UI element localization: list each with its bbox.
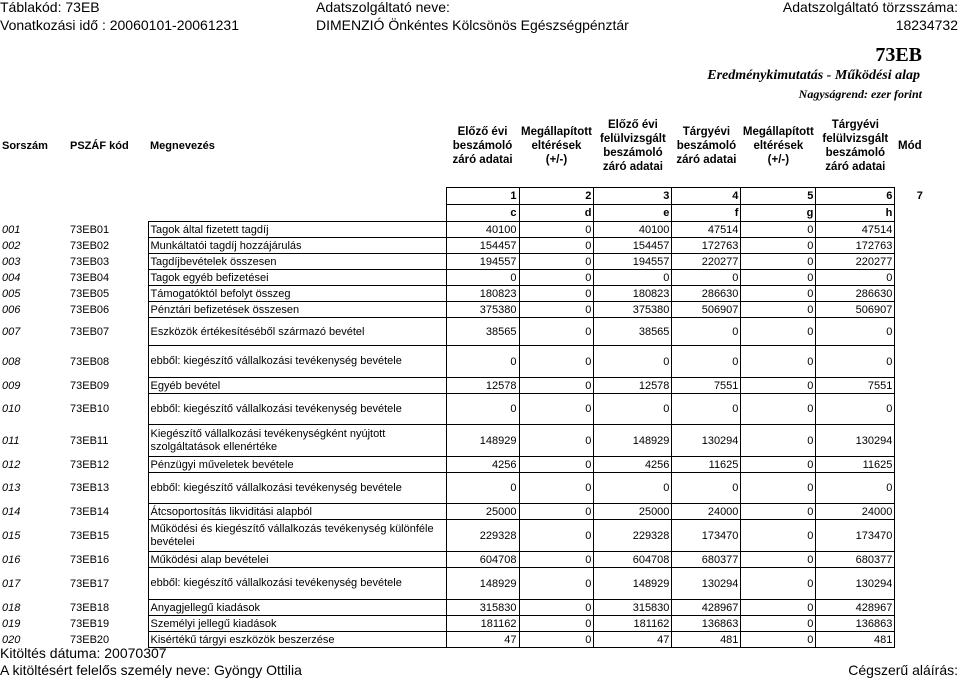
row-value-2: 0 xyxy=(519,254,594,270)
row-value-2: 0 xyxy=(519,552,594,568)
row-pszaf-code: 73EB01 xyxy=(70,223,110,236)
row-value-3: 375380 xyxy=(594,302,672,318)
row-value-2: 0 xyxy=(519,318,594,346)
row-value-1: 229328 xyxy=(446,520,519,552)
row-value-1: 47 xyxy=(446,632,519,648)
col-megnevezes: Megnevezés xyxy=(150,139,215,152)
row-value-3: 148929 xyxy=(594,425,672,457)
row-value-5: 0 xyxy=(741,600,816,616)
row-sorszam: 010 xyxy=(2,403,21,415)
row-value-5: 0 xyxy=(741,473,816,504)
row-value-3: 148929 xyxy=(594,568,672,600)
row-value-6: 7551 xyxy=(816,378,895,394)
row-value-2: 0 xyxy=(519,632,594,648)
row-value-4: 7551 xyxy=(672,378,741,394)
row-sorszam: 018 xyxy=(2,601,21,614)
idx-4: 4 xyxy=(672,188,741,205)
row-value-4: 136863 xyxy=(672,616,741,632)
row-name: ebből: kiegészítő vállalkozási tevékenység bevétele xyxy=(148,394,446,425)
row-value-6: 130294 xyxy=(816,568,895,600)
row-mod xyxy=(895,473,925,504)
row-value-1: 12578 xyxy=(446,378,519,394)
row-value-5: 0 xyxy=(741,520,816,552)
row-value-6: 47514 xyxy=(816,222,895,238)
row-value-4: 428967 xyxy=(672,600,741,616)
idx-2: 2 xyxy=(519,188,594,205)
idx-g: g xyxy=(741,205,816,222)
row-sorszam: 009 xyxy=(2,379,21,392)
row-sorszam: 011 xyxy=(2,434,20,447)
row-value-5: 0 xyxy=(741,504,816,520)
row-sorszam: 013 xyxy=(2,482,21,494)
row-name: Tagok egyéb befizetései xyxy=(148,270,446,286)
table-row xyxy=(0,600,925,616)
table-row xyxy=(0,568,925,600)
row-value-6: 24000 xyxy=(816,504,895,520)
idx-f: f xyxy=(672,205,741,222)
row-pszaf-code: 73EB10 xyxy=(70,403,110,415)
row-pszaf-code: 73EB15 xyxy=(70,529,110,542)
row-pszaf-code: 73EB07 xyxy=(70,325,110,338)
row-mod xyxy=(895,632,925,648)
row-name: Működési és kiegészítő vállalkozás tevékenység különféle bevételei xyxy=(148,520,446,552)
row-value-4: 506907 xyxy=(672,302,741,318)
table-row xyxy=(0,286,925,302)
row-mod xyxy=(895,568,925,600)
table-row xyxy=(0,504,925,520)
row-value-4: 0 xyxy=(672,346,741,378)
row-mod xyxy=(895,504,925,520)
table-row xyxy=(0,222,925,238)
row-pszaf-code: 73EB06 xyxy=(70,303,110,316)
idx-6: 6 xyxy=(816,188,895,205)
responsible-person: A kitöltésért felelős személy neve: Gyöngy Ottilia xyxy=(0,662,302,678)
row-value-5: 0 xyxy=(741,254,816,270)
row-value-4: 286630 xyxy=(672,286,741,302)
row-value-2: 0 xyxy=(519,568,594,600)
row-value-4: 130294 xyxy=(672,425,741,457)
row-sorszam: 017 xyxy=(2,577,21,590)
table-row xyxy=(0,394,925,425)
row-name: Eszközök értékesítéséből származó bevétel xyxy=(148,318,446,346)
row-value-1: 4256 xyxy=(446,457,519,473)
col-pszaf: PSZÁF kód xyxy=(70,139,129,152)
provider-name-label: Adatszolgáltató neve: xyxy=(316,0,450,15)
row-value-3: 0 xyxy=(594,346,672,378)
row-value-3: 180823 xyxy=(594,286,672,302)
row-value-5: 0 xyxy=(741,270,816,286)
row-mod xyxy=(895,520,925,552)
col-4: Tárgyévi beszámoló záró adatai xyxy=(676,125,737,166)
row-value-4: 172763 xyxy=(672,238,741,254)
row-value-1: 375380 xyxy=(446,302,519,318)
row-mod xyxy=(895,254,925,270)
row-value-2: 0 xyxy=(519,504,594,520)
row-mod xyxy=(895,378,925,394)
row-value-4: 0 xyxy=(672,473,741,504)
row-value-1: 180823 xyxy=(446,286,519,302)
row-value-6: 220277 xyxy=(816,254,895,270)
row-name: Egyéb bevétel xyxy=(148,378,446,394)
row-name: Kiegészítő vállalkozási tevékenységként nyújtott szolgáltatások ellenértéke xyxy=(148,425,446,457)
row-value-5: 0 xyxy=(741,222,816,238)
row-mod xyxy=(895,270,925,286)
row-value-2: 0 xyxy=(519,346,594,378)
idx-3: 3 xyxy=(594,188,672,205)
row-value-1: 194557 xyxy=(446,254,519,270)
row-pszaf-code: 73EB13 xyxy=(70,482,110,494)
report-code: 73EB xyxy=(875,44,922,66)
row-mod xyxy=(895,346,925,378)
table-row xyxy=(0,425,925,457)
row-value-6: 428967 xyxy=(816,600,895,616)
row-name: Anyagjellegű kiadások xyxy=(148,600,446,616)
row-value-4: 220277 xyxy=(672,254,741,270)
row-sorszam: 015 xyxy=(2,529,21,542)
row-pszaf-code: 73EB16 xyxy=(70,553,110,566)
row-pszaf-code: 73EB09 xyxy=(70,379,110,392)
fill-date: Kitöltés dátuma: 20070307 xyxy=(0,645,167,661)
row-value-2: 0 xyxy=(519,270,594,286)
table-row xyxy=(0,238,925,254)
row-pszaf-code: 73EB19 xyxy=(70,617,110,630)
row-sorszam: 014 xyxy=(2,505,21,518)
table-row xyxy=(0,552,925,568)
row-value-1: 0 xyxy=(446,473,519,504)
row-pszaf-code: 73EB08 xyxy=(70,355,110,368)
row-pszaf-code: 73EB17 xyxy=(70,577,110,590)
row-value-6: 173470 xyxy=(816,520,895,552)
row-value-6: 506907 xyxy=(816,302,895,318)
row-value-3: 315830 xyxy=(594,600,672,616)
provider-id: 18234732 xyxy=(895,17,958,33)
row-value-6: 136863 xyxy=(816,616,895,632)
col-5: Megállapított eltérések (+/-) xyxy=(742,125,814,166)
row-value-1: 0 xyxy=(446,270,519,286)
row-value-2: 0 xyxy=(519,378,594,394)
row-value-2: 0 xyxy=(519,238,594,254)
idx-e: e xyxy=(594,205,672,222)
idx-h: h xyxy=(816,205,895,222)
row-name: Átcsoportosítás likviditási alapból xyxy=(148,504,446,520)
row-value-5: 0 xyxy=(741,425,816,457)
table-row xyxy=(0,254,925,270)
provider-name: DIMENZIÓ Önkéntes Kölcsönös Egészségpénztár xyxy=(316,17,629,33)
table-row xyxy=(0,520,925,552)
row-mod xyxy=(895,302,925,318)
row-value-6: 0 xyxy=(816,346,895,378)
row-value-2: 0 xyxy=(519,394,594,425)
row-value-1: 148929 xyxy=(446,568,519,600)
row-value-6: 0 xyxy=(816,318,895,346)
row-value-1: 181162 xyxy=(446,616,519,632)
row-value-3: 47 xyxy=(594,632,672,648)
row-value-4: 0 xyxy=(672,318,741,346)
index-number-row xyxy=(0,188,925,205)
row-name: Pénzügyi műveletek bevétele xyxy=(148,457,446,473)
row-value-2: 0 xyxy=(519,520,594,552)
table-row xyxy=(0,457,925,473)
row-sorszam: 002 xyxy=(2,239,21,252)
row-value-5: 0 xyxy=(741,457,816,473)
row-value-3: 12578 xyxy=(594,378,672,394)
row-name: ebből: kiegészítő vállalkozási tevékenység bevétele xyxy=(148,473,446,504)
table-row xyxy=(0,616,925,632)
row-value-2: 0 xyxy=(519,473,594,504)
row-pszaf-code: 73EB12 xyxy=(70,458,110,471)
row-value-1: 25000 xyxy=(446,504,519,520)
row-value-2: 0 xyxy=(519,302,594,318)
row-value-3: 154457 xyxy=(594,238,672,254)
row-value-6: 0 xyxy=(816,270,895,286)
row-value-3: 38565 xyxy=(594,318,672,346)
report-scale: Nagyságrend: ezer forint xyxy=(798,87,922,101)
row-value-6: 172763 xyxy=(816,238,895,254)
row-sorszam: 001 xyxy=(2,223,21,236)
row-mod xyxy=(895,616,925,632)
row-value-4: 24000 xyxy=(672,504,741,520)
row-name: Tagok által fizetett tagdíj xyxy=(148,222,446,238)
row-value-2: 0 xyxy=(519,616,594,632)
reference-period: Vonatkozási idő : 20060101-20061231 xyxy=(0,17,239,33)
row-sorszam: 004 xyxy=(2,271,21,284)
row-name: Munkáltatói tagdíj hozzájárulás xyxy=(148,238,446,254)
row-value-2: 0 xyxy=(519,457,594,473)
col-6: Tárgyévi felülvizsgált beszámoló záró adatai xyxy=(822,118,889,173)
row-pszaf-code: 73EB04 xyxy=(70,271,110,284)
row-value-3: 194557 xyxy=(594,254,672,270)
row-value-5: 0 xyxy=(741,346,816,378)
table-row xyxy=(0,378,925,394)
row-value-5: 0 xyxy=(741,394,816,425)
row-sorszam: 019 xyxy=(2,617,21,630)
row-value-4: 130294 xyxy=(672,568,741,600)
row-name: ebből: kiegészítő vállalkozási tevékenység bevétele xyxy=(148,568,446,600)
row-pszaf-code: 73EB05 xyxy=(70,287,110,300)
row-value-4: 0 xyxy=(672,270,741,286)
row-mod xyxy=(895,318,925,346)
row-value-4: 481 xyxy=(672,632,741,648)
row-value-1: 38565 xyxy=(446,318,519,346)
row-mod xyxy=(895,425,925,457)
row-value-6: 0 xyxy=(816,473,895,504)
row-value-1: 40100 xyxy=(446,222,519,238)
row-name: Pénztári befizetések összesen xyxy=(148,302,446,318)
row-value-3: 604708 xyxy=(594,552,672,568)
row-value-3: 181162 xyxy=(594,616,672,632)
table-row xyxy=(0,318,925,346)
idx-7: 7 xyxy=(916,190,923,202)
col-2: Megállapított eltérések (+/-) xyxy=(521,125,592,166)
col-3: Előző évi felülvizsgált beszámoló záró adatai xyxy=(600,118,666,173)
row-value-4: 0 xyxy=(672,394,741,425)
row-value-4: 680377 xyxy=(672,552,741,568)
row-name: Működési alap bevételei xyxy=(148,552,446,568)
row-value-1: 315830 xyxy=(446,600,519,616)
row-value-4: 173470 xyxy=(672,520,741,552)
row-value-2: 0 xyxy=(519,286,594,302)
row-sorszam: 006 xyxy=(2,303,21,316)
row-value-5: 0 xyxy=(741,318,816,346)
row-value-1: 154457 xyxy=(446,238,519,254)
row-mod xyxy=(895,222,925,238)
table-row xyxy=(0,270,925,286)
row-sorszam: 005 xyxy=(2,287,21,300)
row-mod xyxy=(895,457,925,473)
row-pszaf-code: 73EB14 xyxy=(70,505,110,518)
row-name: Tagdíjbevételek összesen xyxy=(148,254,446,270)
table-code: Táblakód: 73EB xyxy=(0,0,100,15)
row-mod xyxy=(895,238,925,254)
row-value-5: 0 xyxy=(741,616,816,632)
row-value-6: 680377 xyxy=(816,552,895,568)
row-name: Támogatóktól befolyt összeg xyxy=(148,286,446,302)
idx-1: 1 xyxy=(446,188,519,205)
idx-5: 5 xyxy=(741,188,816,205)
row-value-1: 148929 xyxy=(446,425,519,457)
row-value-6: 130294 xyxy=(816,425,895,457)
row-name: Kisértékű tárgyi eszközök beszerzése xyxy=(148,632,446,648)
row-pszaf-code: 73EB20 xyxy=(70,633,110,646)
row-value-4: 47514 xyxy=(672,222,741,238)
row-name: Személyi jellegű kiadások xyxy=(148,616,446,632)
row-value-1: 604708 xyxy=(446,552,519,568)
row-value-5: 0 xyxy=(741,568,816,600)
row-sorszam: 012 xyxy=(2,458,21,471)
row-value-1: 0 xyxy=(446,394,519,425)
row-value-6: 0 xyxy=(816,394,895,425)
row-value-6: 11625 xyxy=(816,457,895,473)
row-value-5: 0 xyxy=(741,552,816,568)
row-value-5: 0 xyxy=(741,378,816,394)
row-sorszam: 016 xyxy=(2,553,21,566)
col-7: Mód xyxy=(898,139,922,152)
table-row xyxy=(0,473,925,504)
col-1: Előző évi beszámoló záró adatai xyxy=(452,125,513,166)
data-table xyxy=(0,104,925,648)
row-value-3: 0 xyxy=(594,270,672,286)
column-header-row xyxy=(0,104,925,188)
row-mod xyxy=(895,286,925,302)
row-value-6: 286630 xyxy=(816,286,895,302)
row-value-4: 11625 xyxy=(672,457,741,473)
row-value-2: 0 xyxy=(519,600,594,616)
table-row xyxy=(0,302,925,318)
row-value-3: 40100 xyxy=(594,222,672,238)
row-value-5: 0 xyxy=(741,632,816,648)
row-sorszam: 020 xyxy=(2,633,21,646)
signature-label: Cégszerű aláírás: xyxy=(848,662,958,678)
row-pszaf-code: 73EB18 xyxy=(70,601,110,614)
provider-id-label: Adatszolgáltató törzsszáma: xyxy=(782,0,958,15)
report-title: Eredménykimutatás - Működési alap xyxy=(707,68,920,83)
row-value-5: 0 xyxy=(741,286,816,302)
row-mod xyxy=(895,552,925,568)
row-value-1: 0 xyxy=(446,346,519,378)
row-value-3: 0 xyxy=(594,394,672,425)
row-value-5: 0 xyxy=(741,302,816,318)
idx-c: c xyxy=(446,205,519,222)
row-pszaf-code: 73EB03 xyxy=(70,255,110,268)
row-sorszam: 008 xyxy=(2,355,21,368)
row-sorszam: 007 xyxy=(2,325,21,338)
row-mod xyxy=(895,600,925,616)
row-value-3: 4256 xyxy=(594,457,672,473)
row-value-3: 229328 xyxy=(594,520,672,552)
table-row xyxy=(0,346,925,378)
row-name: ebből: kiegészítő vállalkozási tevékenység bevétele xyxy=(148,346,446,378)
row-value-2: 0 xyxy=(519,222,594,238)
row-value-5: 0 xyxy=(741,238,816,254)
row-pszaf-code: 73EB11 xyxy=(70,434,109,447)
idx-d: d xyxy=(519,205,594,222)
row-value-3: 0 xyxy=(594,473,672,504)
index-letter-row xyxy=(0,205,925,222)
row-value-3: 25000 xyxy=(594,504,672,520)
row-sorszam: 003 xyxy=(2,255,21,268)
row-pszaf-code: 73EB02 xyxy=(70,239,110,252)
col-sorszam: Sorszám xyxy=(2,139,48,152)
row-mod xyxy=(895,394,925,425)
row-value-2: 0 xyxy=(519,425,594,457)
row-value-6: 481 xyxy=(816,632,895,648)
